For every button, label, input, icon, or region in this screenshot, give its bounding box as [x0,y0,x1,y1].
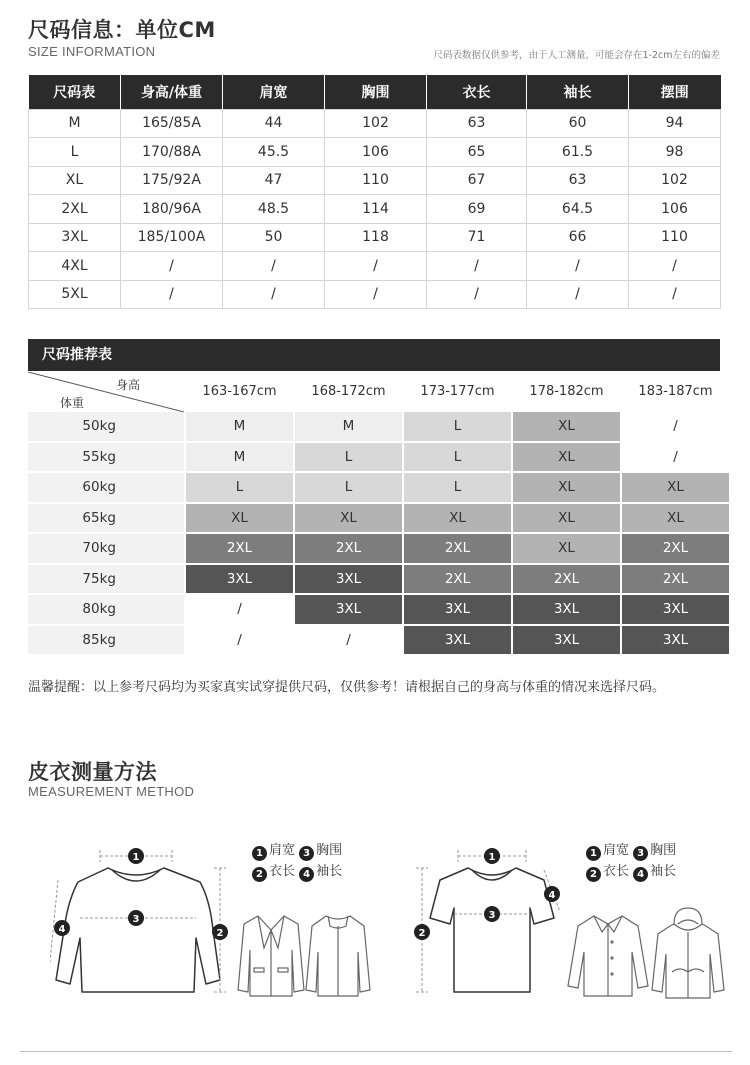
size-cell: 3XL [29,223,121,252]
height-col-header: 183-187cm [622,372,729,412]
recommend-cell: 3XL [513,626,620,655]
size-cell: / [121,280,223,309]
legend-num: 1 [252,846,267,861]
size-cell: XL [29,166,121,195]
shirt-icon [566,912,650,998]
weight-row-header: 60kg [28,473,184,503]
recommend-cell: / [186,626,293,655]
size-cell: 94 [629,109,721,138]
recommend-cell: XL [622,504,729,533]
size-cell: 61.5 [527,138,629,167]
size-cell: / [325,280,427,309]
recommend-cell: / [622,412,729,441]
size-table [28,75,721,309]
size-cell: 63 [527,166,629,195]
size-cell: / [527,280,629,309]
legend-num: 1 [586,846,601,861]
weight-row-header: 55kg [28,443,184,473]
recommend-grid [28,372,720,658]
recommend-cell: 2XL [622,565,729,594]
recommend-cell: 2XL [186,534,293,563]
size-cell: 180/96A [121,195,223,224]
size-row [29,280,721,309]
size-cell: / [629,280,721,309]
tshirt-marker-3: 3 [488,910,496,921]
height-col-header: 163-167cm [186,372,293,412]
size-cell: 165/85A [121,109,223,138]
legend-num: 3 [633,846,648,861]
recommend-cell: 3XL [513,595,620,624]
recommend-cell: 3XL [622,595,729,624]
legend-num: 3 [299,846,314,861]
corner-height-label: 身高 [115,378,140,392]
legend-label: 肩宽 [603,843,630,858]
marker-2: 2 [216,928,224,939]
size-cell: 44 [223,109,325,138]
size-cell: / [427,280,527,309]
size-cell: 185/100A [121,223,223,252]
legend-num: 2 [586,867,601,882]
recommend-cell: 3XL [295,565,402,594]
weight-row-header: 50kg [28,412,184,442]
divider [20,1051,732,1052]
size-info-subtitle: SIZE INFORMATION [28,44,156,59]
size-cell: / [629,252,721,281]
long-sleeve-shirt-diagram-icon [50,840,240,1010]
size-cell: 110 [325,166,427,195]
recommend-title: 尺码推荐表 [28,339,720,371]
size-note: 尺码表数据仅供参考，由于人工测量，可能会存在1-2cm左右的偏差 [433,50,720,61]
recommend-cell: L [404,443,511,472]
legend-label: 衣长 [603,864,630,879]
size-cell: 102 [325,109,427,138]
recommend-cell: M [186,412,293,441]
size-cell: 5XL [29,280,121,309]
size-cell: 47 [223,166,325,195]
size-col-header: 身高/体重 [121,75,223,109]
weight-row-header: 70kg [28,534,184,564]
legend-label: 袖长 [316,864,343,879]
size-row [29,109,721,138]
legend-num: 4 [299,867,314,882]
size-row [29,195,721,224]
size-col-header: 胸围 [325,75,427,109]
recommend-cell: 3XL [295,595,402,624]
recommend-cell: L [186,473,293,502]
recommend-cell: L [295,473,402,502]
recommend-cell: 2XL [404,565,511,594]
legend-left [252,840,342,882]
recommend-cell: XL [513,443,620,472]
size-row [29,223,721,252]
size-cell: 64.5 [527,195,629,224]
legend-num: 4 [633,867,648,882]
marker-1: 1 [132,852,140,863]
t-shirt-diagram-icon [414,842,574,1002]
recommend-cell: L [404,473,511,502]
legend-label: 衣长 [269,864,296,879]
recommend-cell: 3XL [404,595,511,624]
recommend-cell: XL [513,504,620,533]
hoodie-icon [650,906,726,1000]
size-cell: / [427,252,527,281]
size-col-header: 尺码表 [29,75,121,109]
recommend-cell: 2XL [295,534,402,563]
size-cell: 45.5 [223,138,325,167]
recommend-cell: / [186,595,293,624]
diagonal-line [28,372,184,412]
weight-row-header: 85kg [28,626,184,656]
size-cell: 69 [427,195,527,224]
size-row [29,138,721,167]
recommend-cell: XL [186,504,293,533]
size-cell: 114 [325,195,427,224]
recommend-cell: / [622,443,729,472]
recommend-cell: XL [513,412,620,441]
marker-3: 3 [132,914,140,925]
legend-label: 袖长 [650,864,677,879]
recommend-cell: L [295,443,402,472]
size-cell: / [325,252,427,281]
size-cell: / [527,252,629,281]
size-row [29,166,721,195]
size-hint: 温馨提醒：以上参考尺码均为买家真实试穿提供尺码，仅供参考！请根据自己的身高与体重的情况来选择尺码。 [28,680,666,695]
size-cell: 48.5 [223,195,325,224]
recommend-cell: XL [295,504,402,533]
legend-label: 肩宽 [269,843,296,858]
size-cell: 170/88A [121,138,223,167]
size-cell: L [29,138,121,167]
size-cell: / [223,280,325,309]
recommend-cell: XL [513,534,620,563]
size-cell: 65 [427,138,527,167]
size-col-header: 袖长 [527,75,629,109]
tshirt-marker-4: 4 [548,890,556,901]
size-col-header: 肩宽 [223,75,325,109]
size-col-header: 衣长 [427,75,527,109]
size-cell: 60 [527,109,629,138]
recommend-cell: M [186,443,293,472]
weight-row-header: 75kg [28,565,184,595]
legend-label: 胸围 [650,843,677,858]
size-cell: 71 [427,223,527,252]
marker-4: 4 [58,924,66,935]
size-cell: 106 [629,195,721,224]
corner-weight-label: 体重 [60,396,85,410]
blazer-icon [236,910,306,998]
size-cell: 106 [325,138,427,167]
weight-row-header: 65kg [28,504,184,534]
recommend-cell: M [295,412,402,441]
size-cell: 63 [427,109,527,138]
size-cell: / [121,252,223,281]
recommend-cell: XL [622,473,729,502]
size-cell: 4XL [29,252,121,281]
height-col-header: 178-182cm [513,372,620,412]
recommend-cell: L [404,412,511,441]
size-cell: 50 [223,223,325,252]
size-cell: 118 [325,223,427,252]
height-col-header: 168-172cm [295,372,402,412]
legend-right [586,840,676,882]
size-cell: / [223,252,325,281]
size-cell: 67 [427,166,527,195]
size-row [29,252,721,281]
legend-num: 2 [252,867,267,882]
recommend-cell: XL [404,504,511,533]
tshirt-marker-2: 2 [418,928,426,939]
tshirt-marker-1: 1 [488,852,496,863]
recommend-cell: / [295,626,402,655]
size-cell: 2XL [29,195,121,224]
weight-row-header: 80kg [28,595,184,625]
recommend-cell: 2XL [622,534,729,563]
recommend-cell: 3XL [186,565,293,594]
recommend-cell: XL [513,473,620,502]
recommend-cell: 3XL [622,626,729,655]
size-cell: 110 [629,223,721,252]
size-cell: 66 [527,223,629,252]
size-info-title: 尺码信息：单位CM [28,18,216,42]
size-cell: 98 [629,138,721,167]
measure-subtitle: MEASUREMENT METHOD [28,784,195,799]
height-col-header: 173-177cm [404,372,511,412]
size-cell: M [29,109,121,138]
recommend-cell: 2XL [513,565,620,594]
corner-cell [28,372,184,412]
jacket-icon [304,912,372,998]
size-cell: 102 [629,166,721,195]
recommend-cell: 2XL [404,534,511,563]
legend-label: 胸围 [316,843,343,858]
size-cell: 175/92A [121,166,223,195]
measure-title: 皮衣测量方法 [28,760,157,784]
recommend-cell: 3XL [404,626,511,655]
size-col-header: 摆围 [629,75,721,109]
